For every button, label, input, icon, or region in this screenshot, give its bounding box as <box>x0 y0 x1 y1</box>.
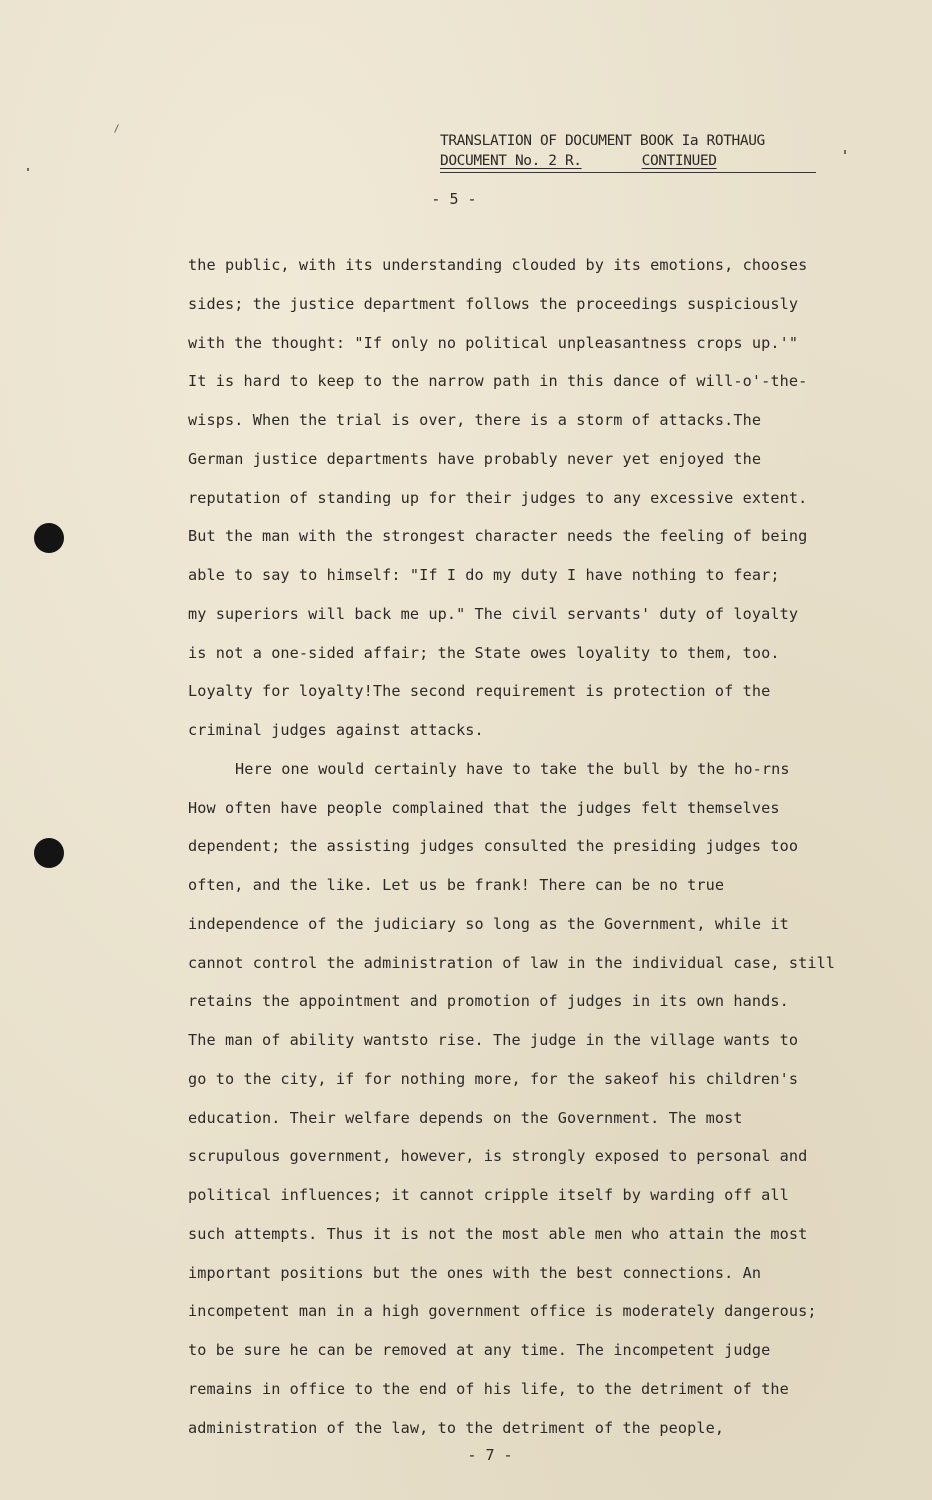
text-line: dependent; the assisting judges consulted the presiding judges too <box>188 837 799 856</box>
text-line: How often have people complained that the judges felt themselves <box>188 798 780 817</box>
text-line: Here one would certainly have to take the bull by the ho-rns <box>235 759 790 778</box>
paper-blemish <box>114 124 119 133</box>
text-line: is not a one-sided affair; the State owes loyality to them, too. <box>188 643 780 662</box>
text-line: criminal judges against attacks. <box>188 721 484 739</box>
text-line: my superiors will back me up." The civil servants' duty of loyalty <box>188 604 799 623</box>
text-line: education. Their welfare depends on the Government. The most <box>188 1108 743 1127</box>
header-title: TRANSLATION OF DOCUMENT BOOK Ia ROTHAUG <box>440 133 765 149</box>
text-line: remains in office to the end of his life, to the detriment of the <box>188 1379 789 1398</box>
text-line: administration of the law, to the detriment of the people, <box>188 1418 725 1437</box>
paragraph <box>188 750 868 1448</box>
text-line: sides; the justice department follows the proceedings suspiciously <box>188 294 799 313</box>
header-rule <box>440 172 816 173</box>
page-number-top: - 5 - <box>431 190 477 208</box>
text-line: German justice departments have probably never yet enjoyed the <box>188 449 762 468</box>
paper-blemish <box>27 168 29 171</box>
text-line: often, and the like. Let us be frank! There can be no true <box>188 876 725 894</box>
text-line: important positions but the ones with the best connections. An <box>188 1263 762 1282</box>
text-line: such attempts. Thus it is not the most able men who attain the most <box>188 1224 808 1243</box>
text-line: able to say to himself: "If I do my duty I have nothing to fear; <box>188 566 780 584</box>
punch-hole <box>34 838 64 868</box>
text-line: incompetent man in a high government office is moderately dangerous; <box>188 1302 817 1321</box>
text-line: go to the city, if for nothing more, for the sakeof his children's <box>188 1069 799 1088</box>
text-line: the public, with its understanding clouded by its emotions, chooses <box>188 256 808 274</box>
header-doc-number: DOCUMENT No. 2 R. <box>440 153 582 169</box>
text-line: independence of the judiciary so long as the Government, while it <box>188 914 789 933</box>
body-text <box>188 246 868 1447</box>
text-line: It is hard to keep to the narrow path in this dance of will-o'-the- <box>188 372 808 391</box>
page-number-bottom: - 7 - <box>467 1446 513 1464</box>
punch-hole <box>34 523 64 553</box>
header-doc-line <box>440 151 820 171</box>
text-line: scrupulous government, however, is strongly exposed to personal and <box>188 1147 808 1166</box>
paragraph <box>188 246 868 750</box>
text-line: with the thought: "If only no political unpleasantness crops up.'" <box>188 333 799 352</box>
document-header <box>440 131 820 171</box>
text-line: reputation of standing up for their judges to any excessive extent. <box>188 488 808 507</box>
text-line: But the man with the strongest character needs the feeling of being <box>188 527 808 546</box>
text-line: retains the appointment and promotion of judges in its own hands. <box>188 992 789 1011</box>
header-status: CONTINUED <box>641 153 717 169</box>
paper-blemish <box>844 150 846 154</box>
text-line: cannot control the administration of law in the individual case, still <box>188 953 836 972</box>
text-line: wisps. When the trial is over, there is a storm of attacks.The <box>188 411 762 429</box>
text-line: Loyalty for loyalty!The second requirement is protection of the <box>188 682 771 701</box>
text-line: political influences; it cannot cripple itself by warding off all <box>188 1186 789 1204</box>
text-line: The man of ability wantsto rise. The judge in the village wants to <box>188 1031 799 1049</box>
text-line: to be sure he can be removed at any time. The incompetent judge <box>188 1341 771 1359</box>
